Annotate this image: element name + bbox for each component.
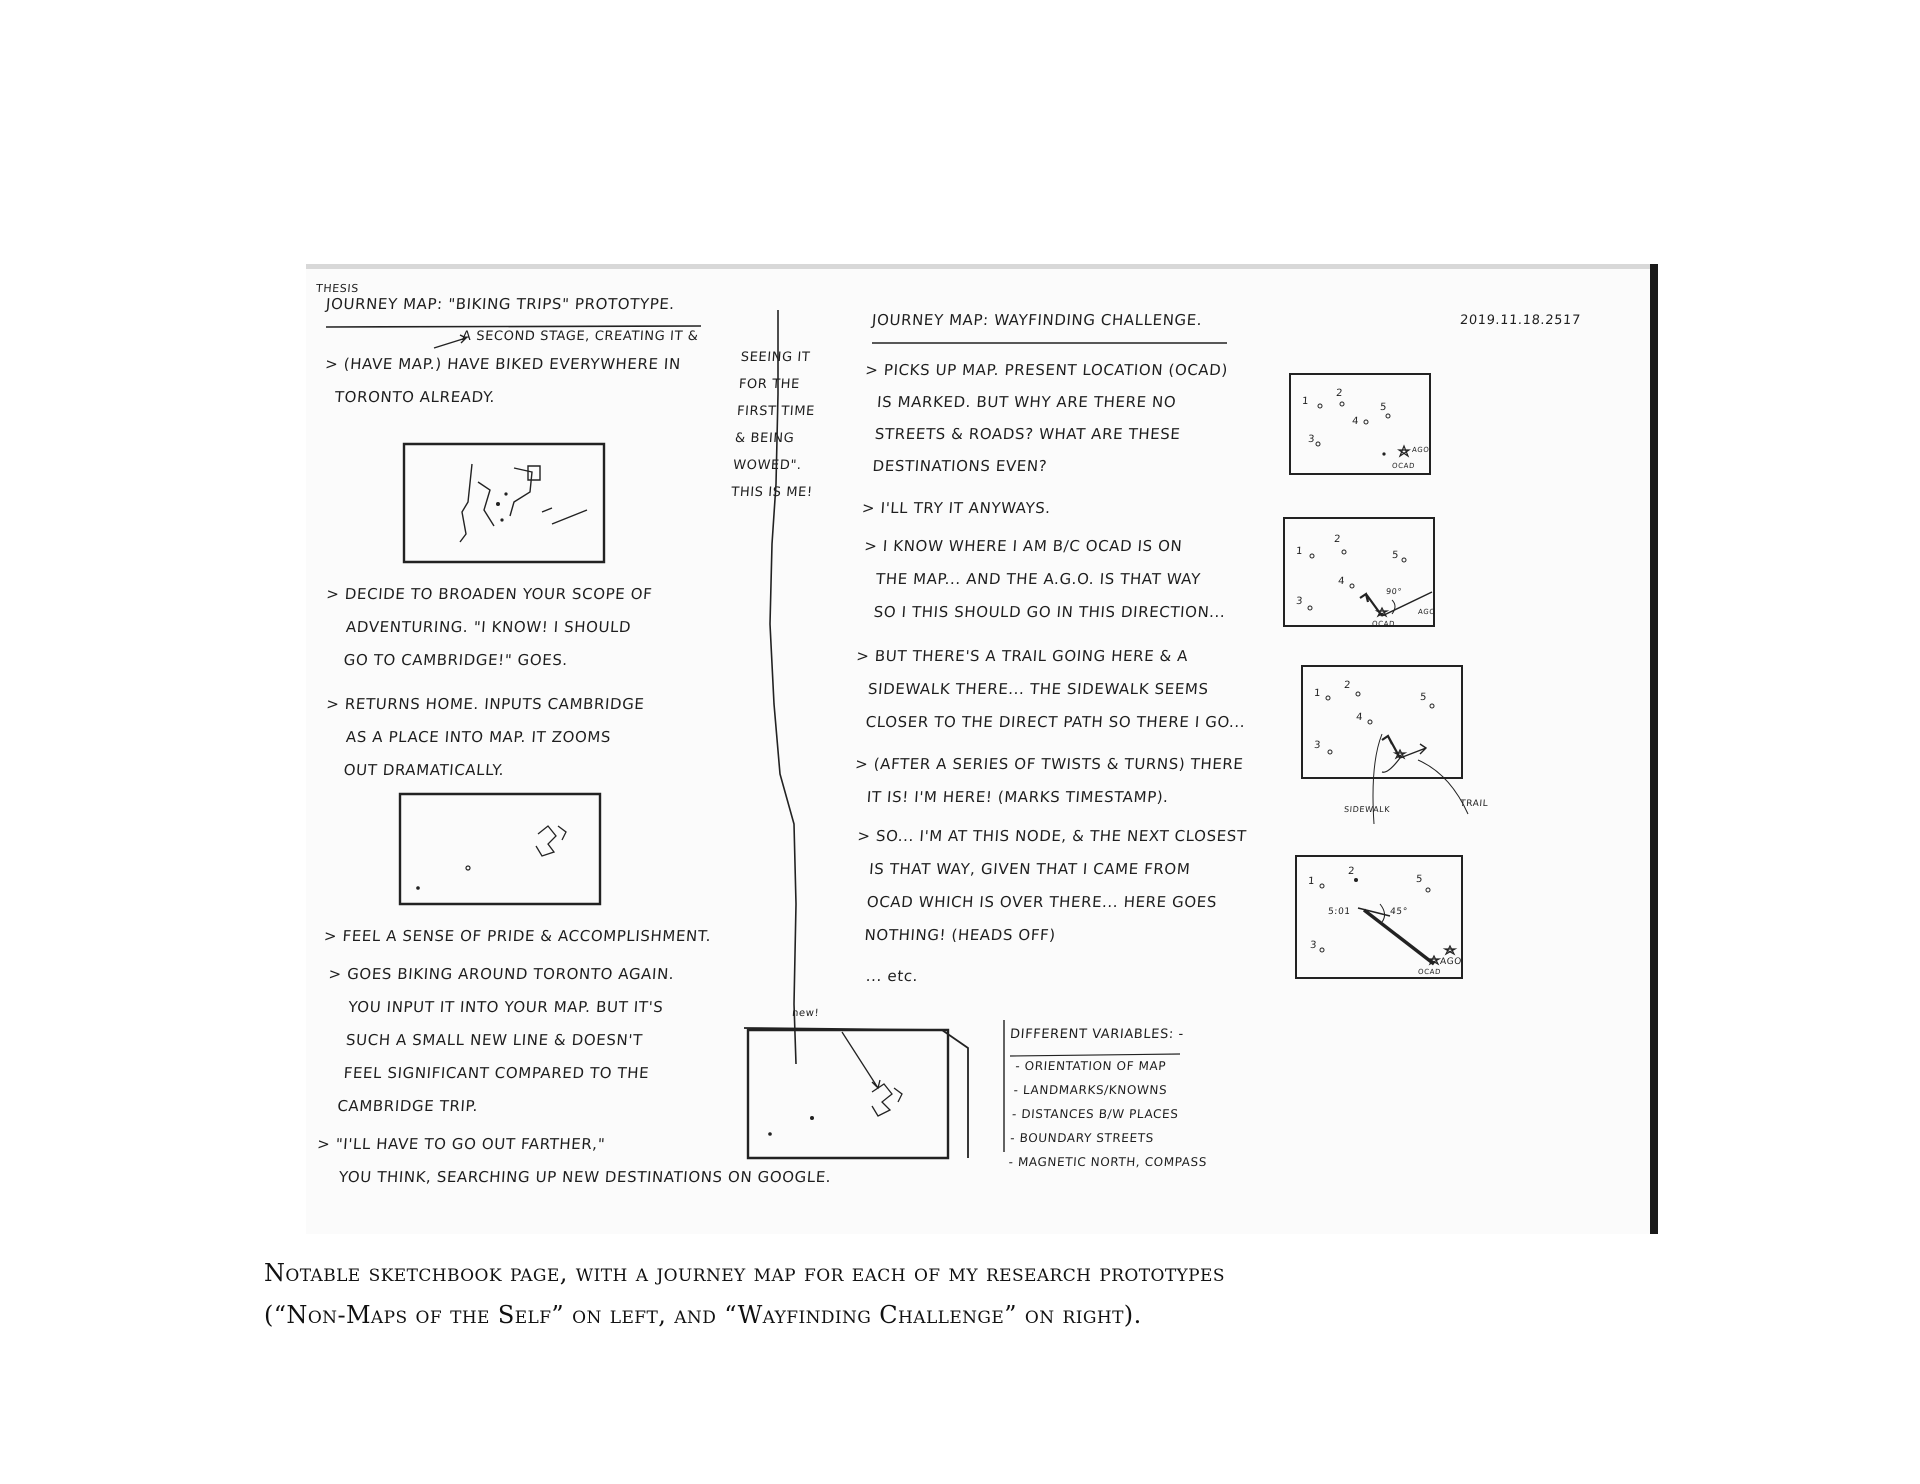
entry-line: > DECIDE TO BROADEN YOUR SCOPE OF — [325, 585, 653, 603]
entry-line: ADVENTURING. "I KNOW! I SHOULD — [345, 618, 632, 636]
map-node-label: 2 — [1335, 388, 1344, 399]
note-side-line: & BEING — [734, 431, 795, 446]
entry-line: > PICKS UP MAP. PRESENT LOCATION (OCAD) — [864, 361, 1229, 379]
ocad-label: OCAD — [1371, 620, 1396, 628]
right-entry-4 — [851, 640, 1252, 739]
entry-line: > (HAVE MAP.) HAVE BIKED EVERYWHERE IN — [324, 355, 682, 373]
right-title: JOURNEY MAP: WAYFINDING CHALLENGE. — [871, 311, 1203, 329]
map-node-label: 1 — [1313, 688, 1322, 699]
map-node-label: 2 — [1343, 680, 1352, 691]
entry-line: SIDEWALK THERE... THE SIDEWALK SEEMS — [867, 680, 1210, 698]
entry-line: > I'LL TRY IT ANYWAYS. — [861, 499, 1052, 517]
time-label: 5:01 — [1327, 907, 1351, 917]
map-node-label: 4 — [1337, 576, 1346, 587]
entry-line: IS THAT WAY, GIVEN THAT I CAME FROM — [868, 860, 1191, 878]
entry-line: OCAD WHICH IS OVER THERE... HERE GOES — [866, 893, 1218, 911]
wayfinding-map-3 — [1300, 664, 1510, 824]
page-top-edge — [306, 264, 1658, 269]
entry-line: DESTINATIONS EVEN? — [872, 457, 1048, 475]
trail-label: TRAIL — [1459, 799, 1489, 809]
right-entry-7 — [865, 960, 919, 993]
variable-item: - BOUNDARY STREETS — [1009, 1131, 1155, 1145]
entry-line: > RETURNS HOME. INPUTS CAMBRIDGE — [325, 695, 646, 713]
angle-label: 45° — [1389, 907, 1409, 917]
ago-label: AGO — [1417, 608, 1436, 616]
entry-line: ... etc. — [865, 967, 919, 985]
left-entry-5 — [318, 958, 675, 1123]
new-label: new! — [791, 1008, 820, 1019]
map-node-label: 1 — [1307, 876, 1316, 887]
left-entry-1 — [322, 348, 682, 414]
right-entry-5 — [852, 748, 1245, 814]
entry-line: YOU THINK, SEARCHING UP NEW DESTINATIONS ON GOOGLE. — [338, 1168, 832, 1186]
left-entry-2 — [321, 578, 654, 677]
right-entry-1 — [858, 354, 1229, 482]
sketchbook-scan — [306, 264, 1658, 1234]
entry-line: TORONTO ALREADY. — [334, 388, 496, 406]
entry-line: SO I THIS SHOULD GO IN THIS DIRECTION... — [873, 603, 1227, 621]
map-node-label: 3 — [1309, 940, 1318, 951]
entry-line: CAMBRIDGE TRIP. — [336, 1097, 479, 1115]
entry-line: > I KNOW WHERE I AM B/C OCAD IS ON — [863, 537, 1183, 555]
map-node-label: 5 — [1415, 874, 1424, 885]
map-node-label: 5 — [1391, 550, 1400, 561]
variables-list — [1008, 1054, 1215, 1174]
right-entry-6 — [849, 820, 1247, 952]
wayfinding-map-1 — [1288, 372, 1438, 482]
map-node-label: 2 — [1333, 534, 1342, 545]
map-node-label: 3 — [1307, 434, 1316, 445]
note-side-line: THIS IS ME! — [730, 485, 814, 500]
variable-item: - LANDMARKS/KNOWNS — [1013, 1083, 1168, 1097]
entry-line: STREETS & ROADS? WHAT ARE THESE — [874, 425, 1182, 443]
entry-line: CLOSER TO THE DIRECT PATH SO THERE I GO... — [865, 713, 1246, 731]
entry-line: > GOES BIKING AROUND TORONTO AGAIN. — [328, 965, 675, 983]
figure-caption — [264, 1252, 1664, 1336]
note-side-line: WOWED". — [732, 458, 803, 473]
left-entry-3 — [321, 688, 646, 787]
entry-line: > SO... I'M AT THIS NODE, & THE NEXT CLOSEST — [856, 827, 1248, 845]
map-2-frame — [1282, 516, 1442, 636]
ago-label: AGO — [1411, 446, 1430, 454]
map-node-label: 1 — [1295, 546, 1304, 557]
ocad-label: OCAD — [1391, 462, 1416, 470]
sketch-map-zoomed-out — [398, 792, 608, 912]
entry-line: IT IS! I'M HERE! (MARKS TIMESTAMP). — [866, 788, 1170, 806]
caption-line-1: Notable sketchbook page, with a journey map for each of my research prototypes — [264, 1259, 1225, 1287]
map-node-label: 3 — [1295, 596, 1304, 607]
thesis-label: THESIS — [315, 282, 360, 295]
map-node-label: 2 — [1347, 866, 1356, 877]
angle-label: 90° — [1385, 587, 1403, 596]
left-title: JOURNEY MAP: "BIKING TRIPS" PROTOTYPE. — [325, 295, 676, 313]
entry-line: > BUT THERE'S A TRAIL GOING HERE & A — [855, 647, 1189, 665]
page-right-edge — [1650, 264, 1658, 1234]
entry-line: FEEL SIGNIFICANT COMPARED TO THE — [343, 1064, 650, 1082]
date-stamp: 2019.11.18.2517 — [1459, 313, 1582, 328]
column-divider — [696, 304, 816, 1084]
map-node-label: 5 — [1379, 402, 1388, 413]
map-node-label: 4 — [1355, 712, 1364, 723]
sketch-map-new-line — [742, 1008, 972, 1168]
entry-line: AS A PLACE INTO MAP. IT ZOOMS — [345, 728, 612, 746]
entry-line: OUT DRAMATICALLY. — [343, 761, 505, 779]
note-side-line: FOR THE — [738, 377, 801, 392]
right-entry-3 — [859, 530, 1232, 629]
ocad-label: OCAD — [1417, 968, 1442, 976]
entry-line: THE MAP... AND THE A.G.O. IS THAT WAY — [875, 570, 1202, 588]
left-note-top: A SECOND STAGE, CREATING IT & — [461, 329, 699, 344]
entry-line: IS MARKED. BUT WHY ARE THERE NO — [876, 393, 1177, 411]
entry-line: SUCH A SMALL NEW LINE & DOESN'T — [345, 1031, 644, 1049]
entry-line: GO TO CAMBRIDGE!" GOES. — [343, 651, 569, 669]
map-1-frame — [1288, 372, 1438, 482]
variable-item: - MAGNETIC NORTH, COMPASS — [1008, 1155, 1208, 1169]
variables-title: DIFFERENT VARIABLES: - — [1009, 1027, 1185, 1042]
map-node-label: 4 — [1351, 416, 1360, 427]
sidewalk-label: SIDEWALK — [1343, 805, 1391, 814]
variable-item: - DISTANCES B/W PLACES — [1011, 1107, 1179, 1121]
left-entry-4 — [323, 920, 712, 953]
right-title-underline — [872, 340, 1232, 346]
note-side-line: SEEING IT — [740, 350, 811, 365]
sketch-map-toronto — [402, 442, 612, 572]
ago-label: AGO — [1439, 957, 1463, 967]
wayfinding-map-2 — [1282, 516, 1442, 636]
variable-item: - ORIENTATION OF MAP — [1014, 1059, 1167, 1073]
entry-line: > (AFTER A SERIES OF TWISTS & TURNS) THERE — [854, 755, 1245, 773]
right-entry-2 — [861, 492, 1052, 525]
entry-line: NOTHING! (HEADS OFF) — [863, 926, 1057, 944]
map-node-label: 1 — [1301, 396, 1310, 407]
entry-line: > FEEL A SENSE OF PRIDE & ACCOMPLISHMENT. — [323, 927, 712, 945]
map-node-label: 5 — [1419, 692, 1428, 703]
wayfinding-map-4 — [1294, 854, 1474, 984]
map-node-label: 3 — [1313, 740, 1322, 751]
note-side-line: FIRST TIME — [736, 404, 816, 419]
caption-line-2: (“Non-Maps of the Self” on left, and “Wayfinding Challenge” on right). — [264, 1301, 1142, 1329]
entry-line: YOU INPUT IT INTO YOUR MAP. BUT IT'S — [347, 998, 665, 1016]
entry-line: > "I'LL HAVE TO GO OUT FARTHER," — [316, 1135, 606, 1153]
